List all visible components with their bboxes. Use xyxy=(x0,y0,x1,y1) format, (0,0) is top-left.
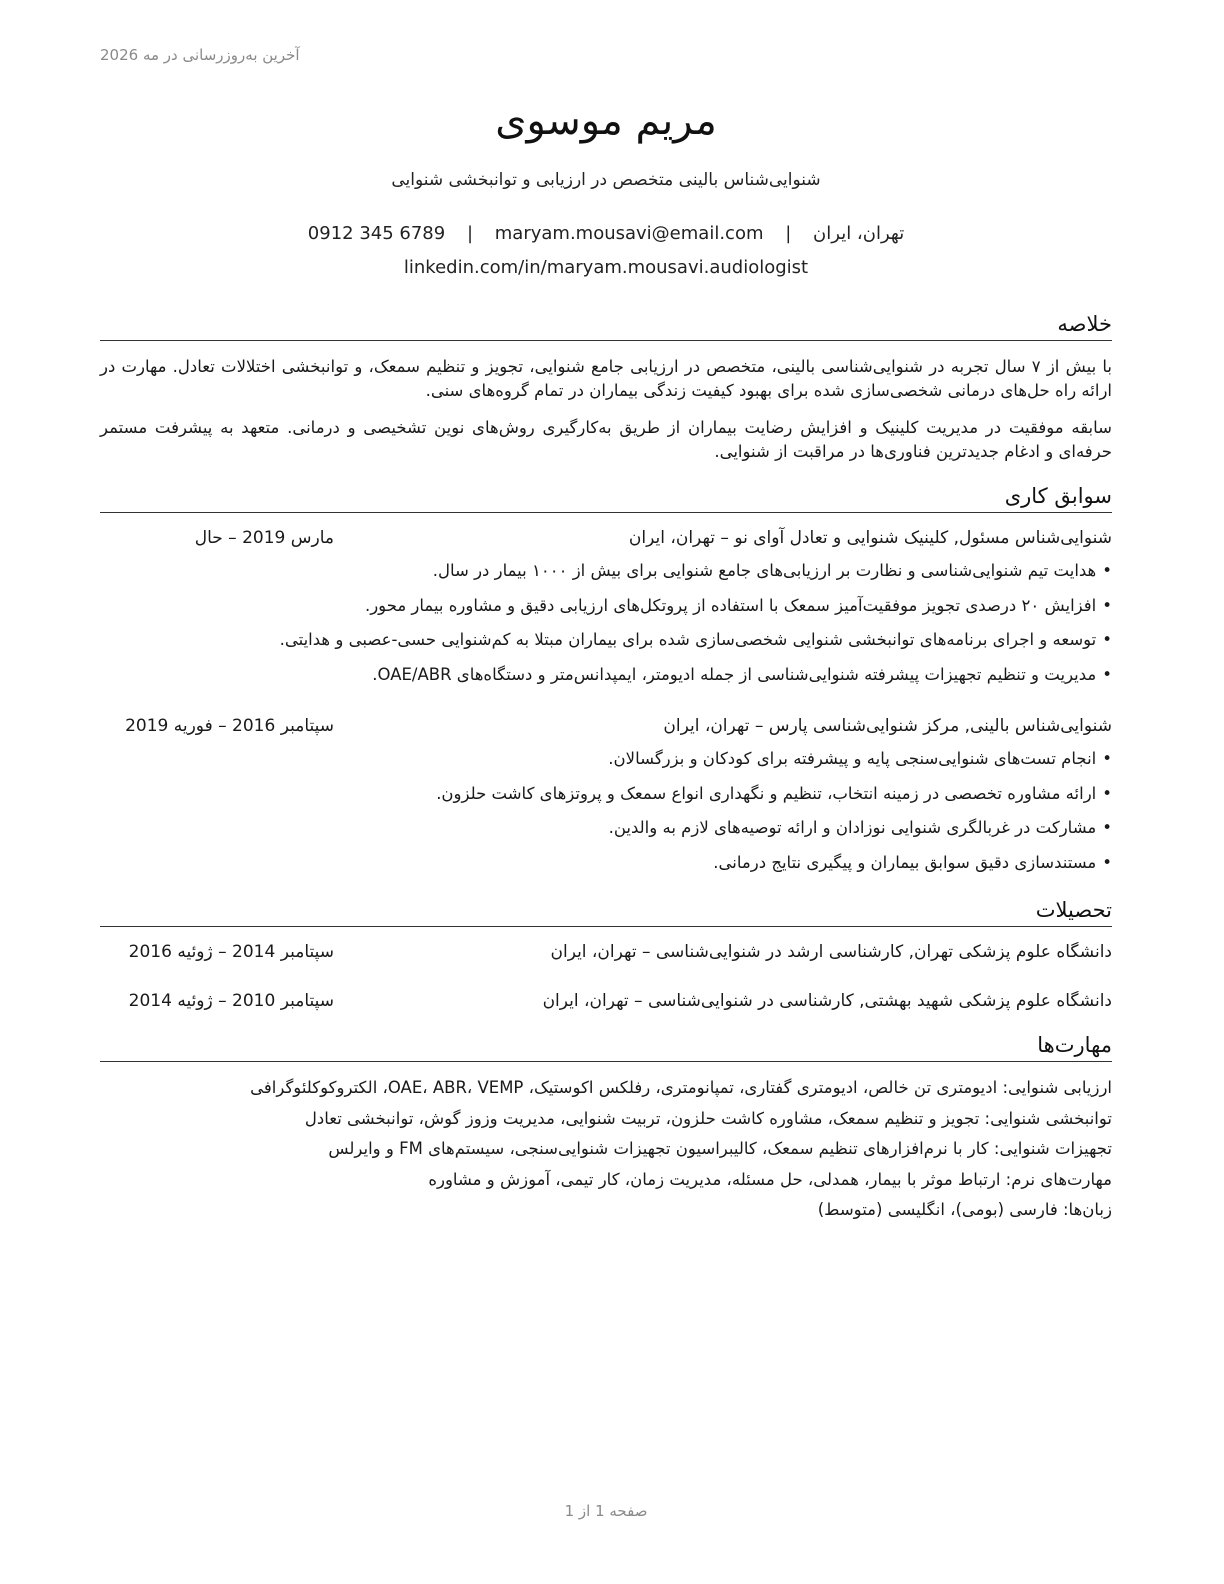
education-dates: سپتامبر 2014 – ژوئیه 2016 xyxy=(128,942,334,962)
skill-item: تجهیزات شنوایی: کار با نرم‌افزارهای تنظیم سمعک، کالیبراسیون تجهیزات شنوایی‌سنجی، سیستم‌های FM و وایرلس xyxy=(328,1139,1112,1158)
candidate-name: مریم موسوی xyxy=(495,98,717,144)
skill-item: مهارت‌های نرم: ارتباط موثر با بیمار، همدلی، حل مسئله، مدیریت زمان، کار تیمی، آموزش و مشاوره xyxy=(428,1169,1112,1189)
contact-email[interactable]: maryam.mousavi@email.com xyxy=(494,223,764,244)
job-bullets xyxy=(100,554,1112,692)
contact-phone[interactable]: 0912 345 6789 xyxy=(307,223,446,244)
list-item: •توسعه و اجرای برنامه‌های توانبخشی شنوایی شخصی‌سازی شده برای بیماران مبتلا به کم‌شنوایی حسی-عصبی و هدایتی. xyxy=(279,630,1112,649)
resume-page xyxy=(100,0,1112,1584)
candidate-subtitle: شنوایی‌شناس بالینی متخصص در ارزیابی و توانبخشی شنوایی xyxy=(391,170,821,190)
contact-separator: | xyxy=(466,223,474,244)
job-title: شنوایی‌شناس مسئول, کلینیک شنوایی و تعادل آوای نو – تهران، ایران xyxy=(628,528,1112,548)
section-title-education: تحصیلات xyxy=(100,896,1112,927)
section-title-skills: مهارت‌ها xyxy=(100,1031,1112,1062)
job-heading xyxy=(100,528,1112,554)
summary-paragraph: با بیش از ۷ سال تجربه در شنوایی‌شناسی بالینی، متخصص در ارزیابی جامع شنوایی، تجویز و تنظیم سمعک، و توانبخشی اختلالات تعادل. مهارت در ارائه راه حل‌های درمانی شخصی‌سازی شده برای بهبود کیفیت زندگی بیماران در تمام گروه‌های سنی. xyxy=(100,357,1112,400)
list-item: •مستندسازی دقیق سوابق بیماران و پیگیری نتایج درمانی. xyxy=(713,852,1112,872)
job-title: شنوایی‌شناس بالینی, مرکز شنوایی‌شناسی پارس – تهران، ایران xyxy=(663,716,1112,736)
skill-item: ارزیابی شنوایی: ادیومتری تن خالص، ادیومتری گفتاری، تمپانومتری، رفلکس اکوستیک، OAE، ABR، VEMP، الکتروکوکلئوگرافی xyxy=(250,1078,1112,1097)
skill-item: توانبخشی شنوایی: تجویز و تنظیم سمعک، مشاوره کاشت حلزون، تربیت شنوایی، مدیریت وزوز گوش، توانبخشی تعادل xyxy=(304,1108,1112,1128)
job-bullets xyxy=(100,742,1112,880)
summary-paragraph: سابقه موفقیت در مدیریت کلینیک و افزایش رضایت بیماران از طریق به‌کارگیری روش‌های نوین تشخیصی و درمانی. متعهد به پیشرفت مستمر حرفه‌ای و ادغام جدیدترین فناوری‌ها در مراقبت از شنوایی. xyxy=(100,418,1112,461)
contact-separator: | xyxy=(785,223,792,244)
list-item: •هدایت تیم شنوایی‌شناسی و نظارت بر ارزیابی‌های جامع شنوایی برای بیش از ۱۰۰۰ بیمار در سال. xyxy=(432,561,1112,580)
last-updated: آخرین به‌روزرسانی در مه 2026 xyxy=(100,46,300,64)
section-title-summary: خلاصه xyxy=(100,310,1112,341)
list-item: •ارائه مشاوره تخصصی در زمینه انتخاب، تنظیم و نگهداری انواع سمعک و پروتزهای کاشت حلزون. xyxy=(436,783,1112,803)
education-dates: سپتامبر 2010 – ژوئیه 2014 xyxy=(128,991,334,1011)
job-heading xyxy=(100,716,1112,742)
education-title: دانشگاه علوم پزشکی شهید بهشتی, کارشناسی در شنوایی‌شناسی – تهران، ایران xyxy=(542,991,1112,1011)
section-title-experience: سوابق کاری xyxy=(100,482,1112,513)
contact-location: تهران، ایران xyxy=(813,223,905,244)
education-heading xyxy=(100,942,1112,968)
list-item: •انجام تست‌های شنوایی‌سنجی پایه و پیشرفته برای کودکان و بزرگسالان. xyxy=(608,749,1112,768)
skills-list xyxy=(100,1073,1112,1226)
contact-linkedin[interactable]: linkedin.com/in/maryam.mousavi.audiologist xyxy=(403,257,809,278)
list-item: •افزایش ۲۰ درصدی تجویز موفقیت‌آمیز سمعک با استفاده از پروتکل‌های ارزیابی دقیق و مشاوره بیمار محور. xyxy=(364,595,1112,615)
job-dates: سپتامبر 2016 – فوریه 2019 xyxy=(125,716,334,736)
job-dates: مارس 2019 – حال xyxy=(194,528,334,548)
contact-line xyxy=(100,223,1112,244)
list-item: •مشارکت در غربالگری شنوایی نوزادان و ارائه توصیه‌های لازم به والدین. xyxy=(608,818,1112,837)
page-number: صفحه 1 از 1 xyxy=(564,1502,648,1520)
education-heading xyxy=(100,991,1112,1017)
education-title: دانشگاه علوم پزشکی تهران, کارشناسی ارشد در شنوایی‌شناسی – تهران، ایران xyxy=(550,942,1112,962)
skill-item: زبان‌ها: فارسی (بومی)، انگلیسی (متوسط) xyxy=(817,1200,1112,1219)
list-item: •مدیریت و تنظیم تجهیزات پیشرفته شنوایی‌شناسی از جمله ادیومتر، ایمپدانس‌متر و دستگاه‌های OAE/ABR. xyxy=(372,664,1112,684)
